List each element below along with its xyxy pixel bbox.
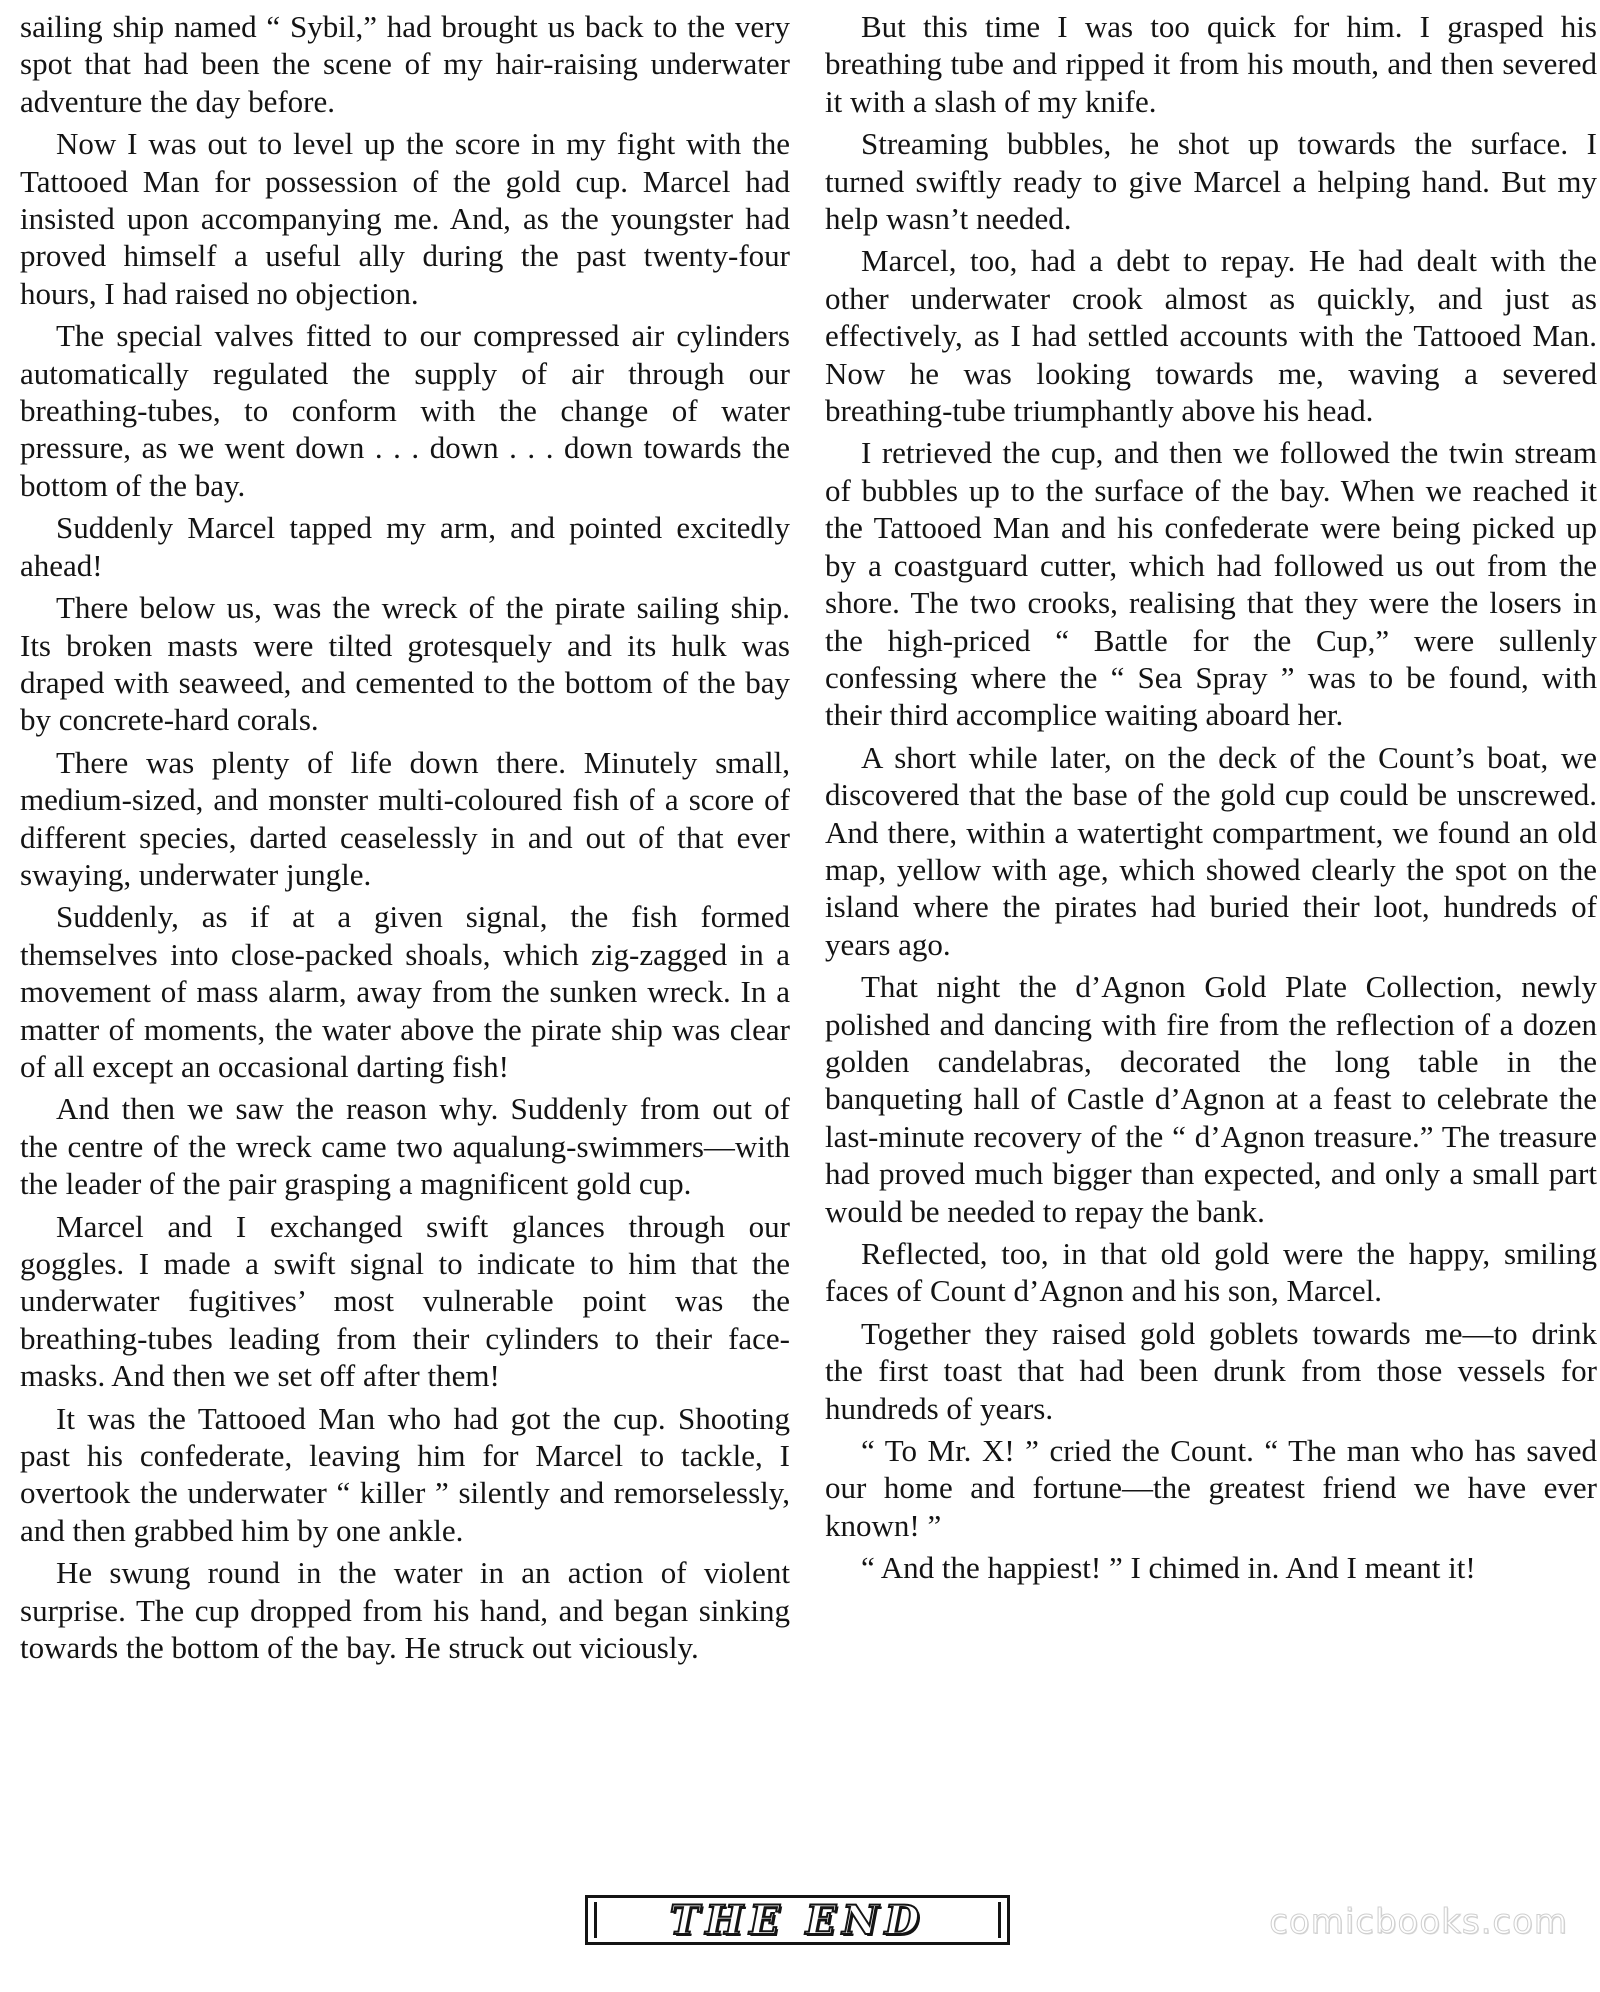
paragraph: There below us, was the wreck of the pirate sailing ship. Its broken masts were tilted grotesquely and its hulk was draped with seaweed, and cemented to the bottom of the bay by concrete-hard corals. xyxy=(20,590,790,738)
paragraph: But this time I was too quick for him. I grasped his breathing tube and ripped it from his mouth, and then severed it with a slash of my knife. xyxy=(825,9,1597,119)
paragraph: Reflected, too, in that old gold were the happy, smiling faces of Count d’Agnon and his son, Marcel. xyxy=(825,1236,1597,1309)
paragraph: Marcel, too, had a debt to repay. He had dealt with the other underwater crook almost as quickly, and just as effectively, as I had settled accounts with the Tattooed Man. Now he was looking towards me, waving a severed breathing-tube triumphantly above his head. xyxy=(825,243,1597,429)
paragraph: He swung round in the water in an action of violent surprise. The cup dropped from his hand, and began sinking towards the bottom of the bay. He struck out viciously. xyxy=(20,1555,790,1666)
paragraph: Now I was out to level up the score in my fight with the Tattooed Man for possession of the gold cup. Marcel had insisted upon accompanying me. And, as the youngster had proved himself a useful ally during the past twenty-four hours, I had raised no objection. xyxy=(20,126,790,311)
paragraph: And then we saw the reason why. Suddenly from out of the centre of the wreck came two aqualung-swimmers—with the leader of the pair grasping a magnificent gold cup. xyxy=(20,1091,790,1202)
paragraph: sailing ship named “ Sybil,” had brought us back to the very spot that had been the scene of my hair-raising underwater adventure the day before. xyxy=(20,9,790,119)
watermark: comicbooks.com xyxy=(1269,1902,1568,1942)
right-text-column xyxy=(825,8,1597,1592)
paragraph: Streaming bubbles, he shot up towards the surface. I turned swiftly ready to give Marcel a helping hand. But my help wasn’t needed. xyxy=(825,126,1597,237)
paragraph: It was the Tattooed Man who had got the cup. Shooting past his confederate, leaving him for Marcel to tackle, I overtook the underwater “ killer ” silently and remorselessly, and then grabbed him by one ankle. xyxy=(20,1400,790,1548)
left-text-column xyxy=(20,8,790,1671)
the-end-banner xyxy=(585,1895,1010,1945)
paragraph: The special valves fitted to our compressed air cylinders automatically regulated the supply of air through our breathing-tubes, to conform with the change of water pressure, as we went down . . . down . . . down towards the bottom of the bay. xyxy=(20,318,790,503)
paragraph: There was plenty of life down there. Minutely small, medium-sized, and monster multi-coloured fish of a score of different species, darted ceaselessly in and out of that ever swaying, underwater jungle. xyxy=(20,744,790,892)
paragraph: “ To Mr. X! ” cried the Count. “ The man who has saved our home and fortune—the greatest friend we have ever known! ” xyxy=(825,1433,1597,1543)
paragraph: A short while later, on the deck of the Count’s boat, we discovered that the base of the gold cup could be unscrewed. And there, within a watertight compartment, we found an old map, yellow with age, which showed clearly the spot on the island where the pirates had buried their loot, hundreds of years ago. xyxy=(825,739,1597,962)
paragraph: Suddenly Marcel tapped my arm, and pointed excitedly ahead! xyxy=(20,510,790,583)
the-end-label: THE END xyxy=(669,1896,926,1944)
paragraph: Marcel and I exchanged swift glances through our goggles. I made a swift signal to indicate to him that the underwater fugitives’ most vulnerable point was the breathing-tubes leading from their cylinders to their face-masks. And then we set off after them! xyxy=(20,1208,790,1394)
paragraph: “ And the happiest! ” I chimed in. And I meant it! xyxy=(861,1550,1476,1586)
paragraph: Together they raised gold goblets towards me—to drink the first toast that had been drunk from those vessels for hundreds of years. xyxy=(825,1315,1597,1426)
paragraph: Suddenly, as if at a given signal, the fish formed themselves into close-packed shoals, which zig-zagged in a movement of mass alarm, away from the sunken wreck. In a matter of moments, the water above the pirate ship was clear of all except an occasional darting fish! xyxy=(20,899,790,1084)
paragraph: I retrieved the cup, and then we followed the twin stream of bubbles up to the surface of the bay. When we reached it the Tattooed Man and his confederate were being picked up by a coastguard cutter, which had followed us out from the shore. The two crooks, realising that they were the losers in the high-priced “ Battle for the Cup,” were sullenly confessing where the “ Sea Spray ” was to be found, with their third accomplice waiting aboard her. xyxy=(825,435,1597,733)
paragraph: That night the d’Agnon Gold Plate Collection, newly polished and dancing with fire from the reflection of a dozen golden candelabras, decorated the long table in the banqueting hall of Castle d’Agnon at a feast to celebrate the last-minute recovery of the “ d’Agnon treasure.” The treasure had proved much bigger than expected, and only a small part would be needed to repay the bank. xyxy=(825,969,1597,1229)
